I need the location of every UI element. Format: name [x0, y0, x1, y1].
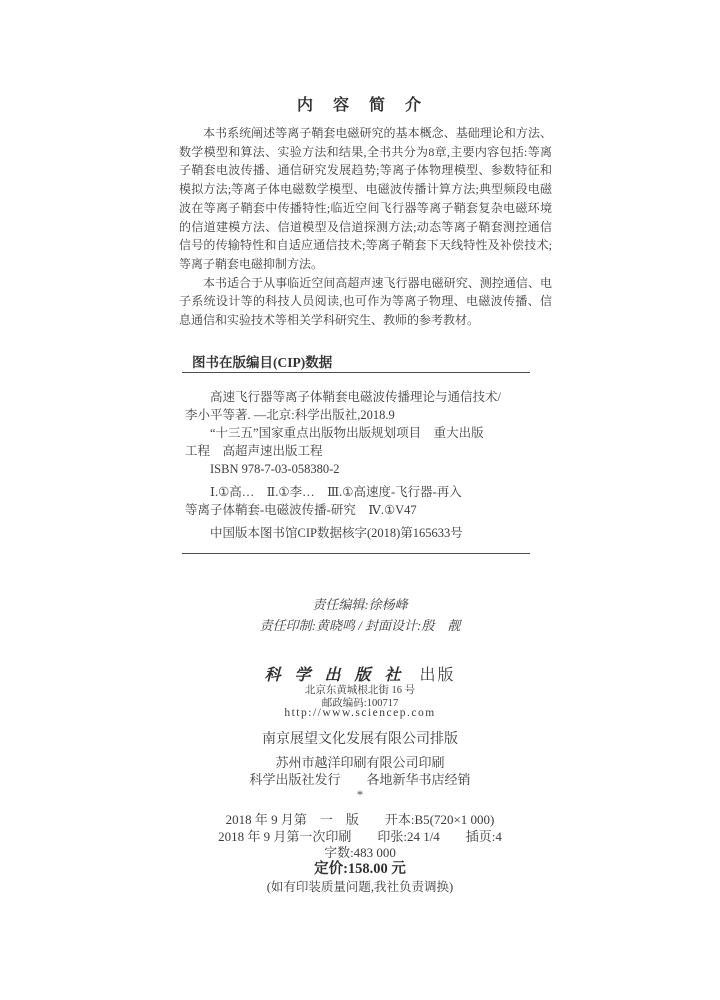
publisher-suffix: 出版	[419, 667, 456, 684]
distribution-line: 科学出版社发行 各地新华书店经销	[249, 772, 471, 787]
publisher-postcode: 邮政编码:100717	[321, 698, 399, 709]
cip-top-rule	[182, 372, 530, 373]
cip-class-line-2: 等离子体鞘套-电磁波传播-研究 Ⅳ.①V47	[185, 503, 417, 517]
cip-class-line: Ⅰ.①高… Ⅱ.①李… Ⅲ.①高速度-飞行器-再入	[210, 485, 462, 499]
cip-header: 图书在版编目(CIP)数据	[192, 355, 333, 370]
print-and-cover-design-line: 责任印制:黄晓鸣 / 封面设计:殷 靓	[259, 618, 461, 633]
quality-note-line: (如有印装质量问题,我社负责调换)	[266, 880, 454, 894]
typesetter-line: 南京展望文化发展有限公司排版	[262, 732, 458, 747]
price-line: 定价:158.00 元	[314, 861, 406, 877]
asterisk-separator: *	[356, 787, 364, 802]
cip-block	[185, 388, 545, 542]
publisher-address: 北京东黄城根北街 16 号	[304, 685, 416, 696]
intro-paragraph-2: 本书适合于从事临近空间高超声速飞行器电磁研究、测控通信、电子系统设计等的科技人员阅读,也可作为等离子物理、电磁波传播、信息通信和实验技术等相关学科研究生、教师的参考教材。	[179, 275, 552, 328]
word-count-line: 字数:483 000	[324, 845, 396, 860]
printing-line: 2018 年 9 月第一次印刷 印张:24 1/4 插页:4	[218, 829, 502, 844]
cip-project-line: “十三五”国家重点出版物出版规划项目 重大出版	[210, 426, 484, 440]
cip-title-line: 高速飞行器等离子体鞘套电磁波传播理论与通信技术/	[210, 390, 501, 404]
cip-bottom-rule	[182, 553, 530, 554]
intro-paragraph-1: 本书系统阐述等离子鞘套电磁研究的基本概念、基础理论和方法、数学模型和算法、实验方法和结果,全书共分为8章,主要内容包括:等离子鞘套电波传播、通信研究发展趋势;等离子体物理模型、参数特征和模拟方法;等离子体电磁数学模型、电磁波传播计算方法;典型频段电磁波在等离子鞘套中传播特性;临近空间飞行器等离子鞘套复杂电磁环境的信道建模方法、信道模型及信道探测方法;动态等离子鞘套测控通信信号的传输特性和自适应通信技术;等离子鞘套下天线特性及补偿技术;等离子鞘套电磁抑制方法。	[179, 126, 552, 271]
responsible-editor-line: 责任编辑:徐杨峰	[312, 597, 408, 612]
publisher-url: http://www.sciencep.com	[284, 707, 436, 719]
printer-line: 苏州市越洋印刷有限公司印刷	[275, 755, 445, 770]
cip-registry-line: 中国版本图书馆CIP数据核字(2018)第165633号	[210, 526, 463, 540]
cip-author-line: 李小平等著. —北京:科学出版社,2018.9	[185, 408, 395, 422]
intro-title: 内 容 简 介	[296, 97, 423, 114]
cip-project-line-2: 工程 高超声速出版工程	[185, 444, 323, 458]
cip-isbn-line: ISBN 978-7-03-058380-2	[210, 462, 340, 476]
intro-body	[179, 124, 552, 330]
edition-line: 2018 年 9 月第 一 版 开本:B5(720×1 000)	[225, 812, 495, 827]
publisher-logotype: 科 学 出 版 社	[264, 667, 406, 684]
